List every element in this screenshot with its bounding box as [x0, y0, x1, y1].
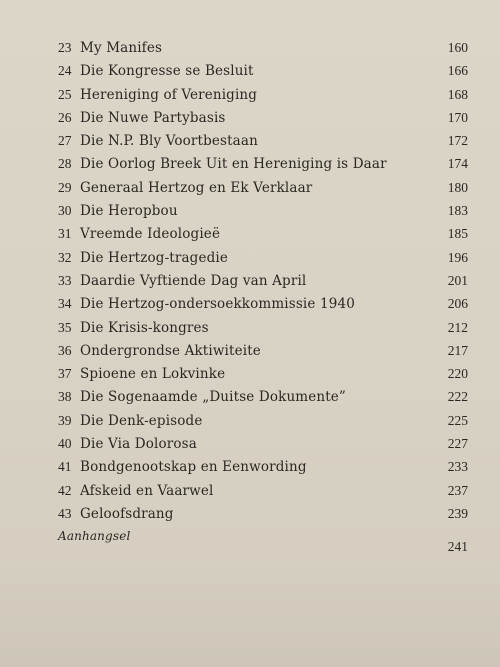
chapter-title: Vreemde Ideologieë	[80, 226, 221, 243]
chapter-number: 25	[58, 86, 72, 102]
toc-entry	[58, 409, 468, 432]
page-number: 170	[447, 109, 468, 125]
page-number: 160	[447, 40, 468, 55]
toc-entry	[58, 59, 468, 82]
chapter-title: Die Via Dolorosa	[80, 436, 197, 453]
page-shadow	[0, 560, 500, 667]
chapter-number: 41	[58, 459, 72, 475]
chapter-title: Die Nuwe Partybasis	[80, 109, 226, 126]
toc-entry	[58, 479, 468, 502]
toc-entry	[58, 269, 468, 292]
page-number: 174	[447, 156, 468, 172]
toc-entry	[58, 316, 468, 339]
chapter-number: 35	[58, 319, 72, 335]
chapter-number: 28	[58, 156, 72, 172]
chapter-number: 30	[58, 203, 72, 219]
chapter-title: Daardie Vyftiende Dag van April	[80, 272, 307, 289]
chapter-title: Geloofsdrang	[80, 505, 174, 522]
toc-entry	[58, 385, 468, 408]
chapter-title: Die Hertzog-tragedie	[80, 249, 229, 266]
chapter-number: 26	[58, 109, 72, 125]
chapter-title: Hereniging of Vereniging	[80, 86, 258, 103]
chapter-number: 29	[58, 179, 72, 195]
chapter-title: Bondgenootskap en Eenwording	[80, 459, 307, 476]
chapter-title: My Manifes	[80, 40, 163, 56]
page-number: 217	[447, 342, 468, 358]
toc-entry	[58, 176, 468, 199]
chapter-title: Ondergrondse Aktiwiteite	[80, 342, 261, 359]
page-number: 168	[447, 86, 468, 102]
chapter-title: Die Kongresse se Besluit	[80, 63, 254, 80]
chapter-title: Die N.P. Bly Voortbestaan	[80, 133, 258, 150]
chapter-number: 23	[58, 40, 72, 55]
chapter-title: Generaal Hertzog en Ek Verklaar	[80, 179, 313, 196]
toc-entry	[58, 362, 468, 385]
toc-entry	[58, 246, 468, 269]
toc-entry	[58, 106, 468, 129]
toc-entry	[58, 129, 468, 152]
chapter-title: Afskeid en Vaarwel	[80, 482, 214, 499]
chapter-number: 31	[58, 226, 72, 242]
appendix-title: Aanhangsel	[58, 529, 131, 544]
chapter-number: 27	[58, 133, 72, 149]
page-number: 206	[447, 296, 468, 312]
table-of-contents	[58, 36, 468, 555]
page-number: 225	[447, 412, 468, 428]
toc-entry	[58, 83, 468, 106]
chapter-number: 33	[58, 272, 72, 288]
toc-entry	[58, 455, 468, 478]
chapter-title: Die Oorlog Breek Uit en Hereniging is Daar	[80, 156, 387, 173]
chapter-number: 42	[58, 482, 72, 498]
page-number: 212	[447, 319, 468, 335]
chapter-number: 34	[58, 296, 72, 312]
page-number: 180	[447, 179, 468, 195]
page-number: 201	[447, 272, 468, 288]
chapter-title: Die Heropbou	[80, 203, 178, 220]
toc-entry	[58, 292, 468, 315]
chapter-number: 38	[58, 389, 72, 405]
chapter-number: 43	[58, 505, 72, 521]
chapter-title: Spioene en Lokvinke	[80, 366, 226, 383]
page-number: 183	[447, 203, 468, 219]
toc-entry	[58, 36, 468, 59]
page-number: 196	[447, 249, 468, 265]
page-number: 222	[447, 389, 468, 405]
chapter-number: 39	[58, 412, 72, 428]
chapter-title: Die Hertzog-ondersoekkommissie 1940	[80, 296, 355, 313]
page-number: 233	[447, 459, 468, 475]
page-number: 220	[447, 366, 468, 382]
page-number: 185	[447, 226, 468, 242]
chapter-title: Die Denk-episode	[80, 412, 203, 429]
toc-entry	[58, 222, 468, 245]
appendix-page-number: 241	[447, 539, 468, 555]
page-number: 227	[447, 436, 468, 452]
page-number: 237	[447, 482, 468, 498]
toc-entry	[58, 199, 468, 222]
chapter-number: 37	[58, 366, 72, 382]
page-number: 239	[447, 505, 468, 521]
toc-entry	[58, 339, 468, 362]
page-number: 172	[447, 133, 468, 149]
toc-appendix	[58, 525, 468, 555]
page-number: 166	[447, 63, 468, 79]
chapter-number: 40	[58, 436, 72, 452]
chapter-number: 36	[58, 342, 72, 358]
toc-entry	[58, 432, 468, 455]
toc-entry	[58, 502, 468, 525]
chapter-number: 24	[58, 63, 72, 79]
chapter-number: 32	[58, 249, 72, 265]
toc-entry	[58, 152, 468, 175]
chapter-title: Die Sogenaamde „Duitse Dokumente”	[80, 389, 346, 406]
chapter-title: Die Krisis-kongres	[80, 319, 209, 336]
